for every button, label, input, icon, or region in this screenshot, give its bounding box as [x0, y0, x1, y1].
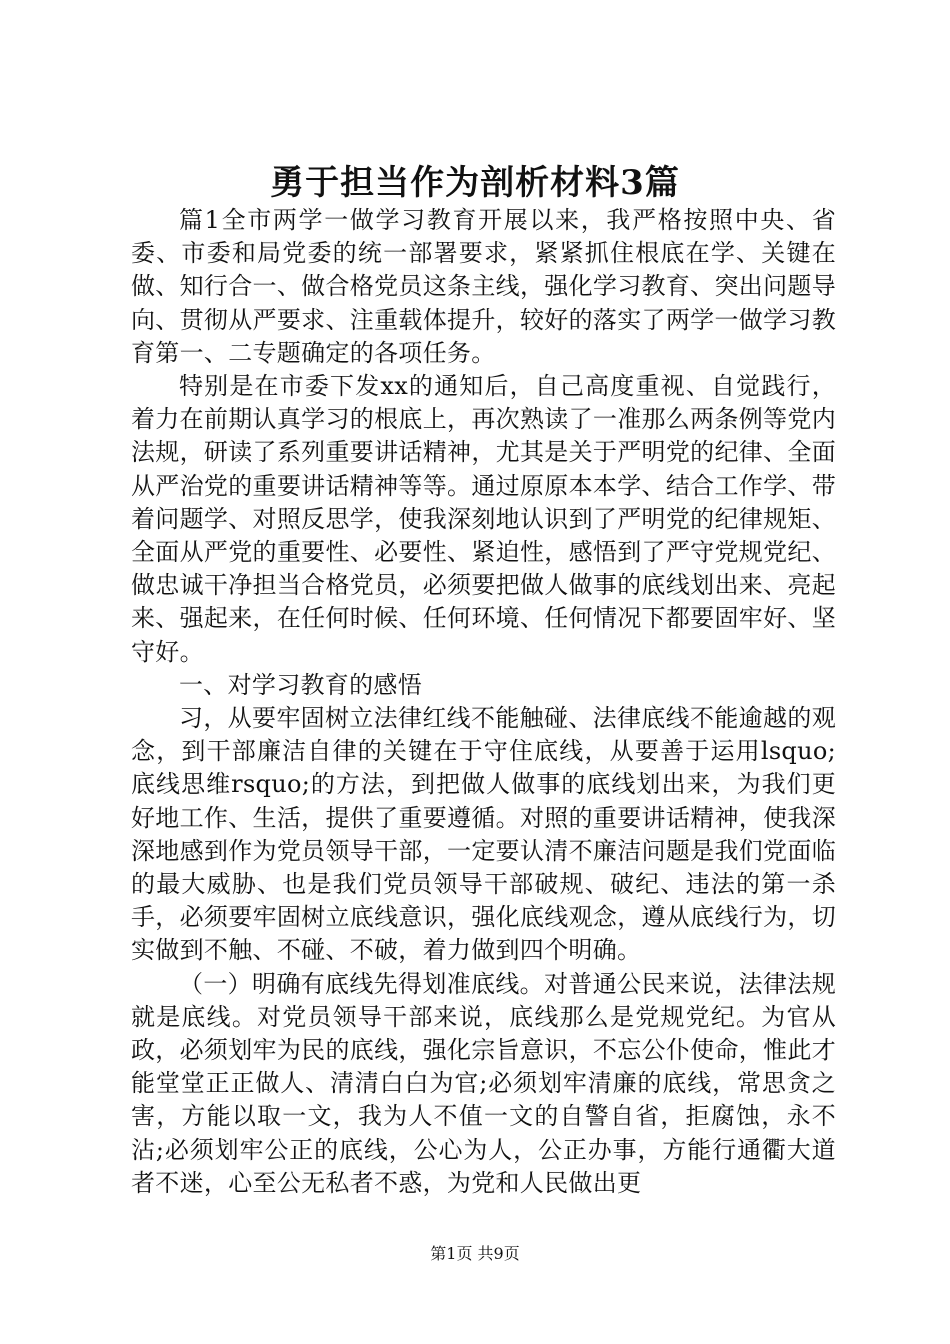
page-indicator: 第1页 共9页	[430, 1244, 520, 1263]
paragraph-3: 习，从要牢固树立法律红线不能触碰、法律底线不能逾越的观念，到干部廉洁自律的关键在于守住底线，从要善于运用lsquo;底线思维rsquo;的方法，到把做人做事的底线划出来，为我们更好地工作、生活，提供了重要遵循。对照的重要讲话精神，使我深深地感到作为党员领导干部，一定要认清不廉洁问题是我们党面临的最大威胁、也是我们党员领导干部破规、破纪、违法的第一杀手，必须要牢固树立底线意识，强化底线观念，遵从底线行为，切实做到不触、不碰、不破，着力做到四个明确。	[131, 704, 836, 965]
document-body	[131, 204, 836, 1200]
document-title: 勇于担当作为剖析材料3篇	[270, 163, 680, 203]
paragraph-1: 篇1全市两学一做学习教育开展以来，我严格按照中央、省委、市委和局党委的统一部署要求，紧紧抓住根底在学、关键在做、知行合一、做合格党员这条主线，强化学习教育、突出问题导向、贯彻从严要求、注重载体提升，较好的落实了两学一做学习教育第一、二专题确定的各项任务。	[131, 206, 836, 367]
paragraph-4: （一）明确有底线先得划准底线。对普通公民来说，法律法规就是底线。对党员领导干部来说，底线那么是党规党纪。为官从政，必须划牢为民的底线，强化宗旨意识，不忘公仆使命，惟此才能堂堂正正做人、清清白白为官;必须划牢清廉的底线，常思贪之害，方能以取一文，我为人不值一文的自警自省，拒腐蚀，永不沾;必须划牢公正的底线，公心为人，公正办事，方能行通衢大道者不迷，心至公无私者不惑，为党和人民做出更	[131, 969, 836, 1197]
page-footer	[0, 1243, 950, 1265]
section-heading: 一、对学习教育的感悟	[179, 670, 422, 699]
paragraph-2: 特别是在市委下发xx的通知后，自己高度重视、自觉践行，着力在前期认真学习的根底上，再次熟读了一准那么两条例等党内法规，研读了系列重要讲话精神，尤其是关于严明党的纪律、全面从严治党的重要讲话精神等等。通过原原本本学、结合工作学、带着问题学、对照反思学，使我深刻地认识到了严明党的纪律规矩、全面从严党的重要性、必要性、紧迫性，感悟到了严守党规党纪、做忠诚干净担当合格党员，必须要把做人做事的底线划出来、亮起来、强起来，在任何时候、任何环境、任何情况下都要固牢好、坚守好。	[131, 372, 836, 666]
